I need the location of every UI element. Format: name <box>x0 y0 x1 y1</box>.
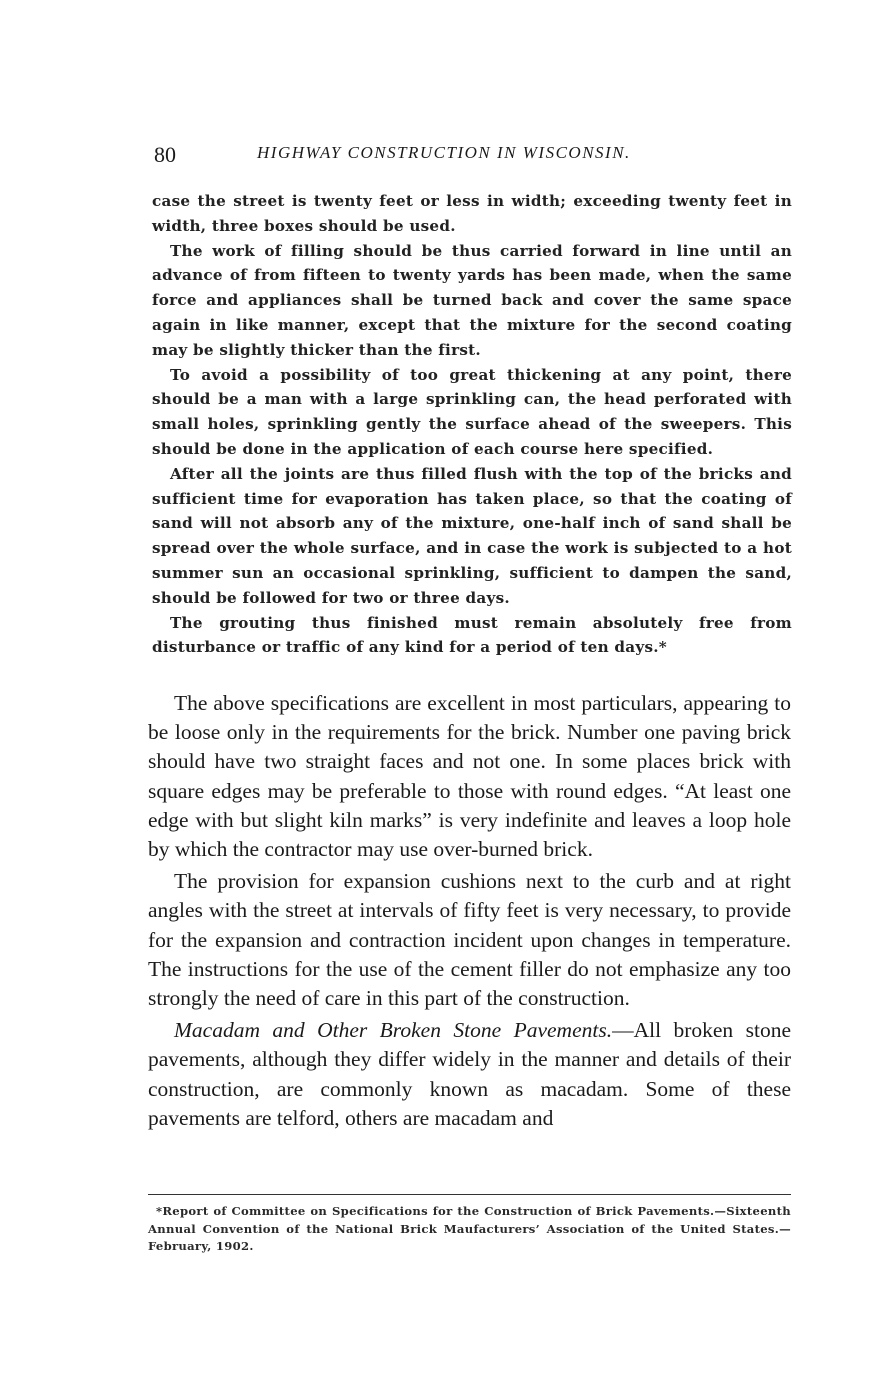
running-title: HIGHWAY CONSTRUCTION IN WISCONSIN. <box>257 143 631 162</box>
main-text <box>148 689 791 1133</box>
quoted-paragraph: The grouting thus finished must remain absolutely free from disturbance or traffic of any kind for a period of ten days.* <box>152 613 792 657</box>
quoted-paragraph: To avoid a possibility of too great thickening at any point, there should be a man with a large sprinkling can, the head perforated with small holes, sprinkling gently the surface ahead of the sweepers. This should be done in the application of each course here specified. <box>152 365 792 458</box>
footnote-text: *Report of Committee on Specifications for the Construction of Brick Pavements.—Sixteenth Annual Convention of the National Brick Maufacturers’ Association of the United States.—February, 1902. <box>148 1204 791 1253</box>
section-heading: Macadam and Other Broken Stone Pavements. <box>174 1018 613 1043</box>
page-number: 80 <box>154 142 176 167</box>
quoted-paragraph: case the street is twenty feet or less in width; exceeding twenty feet in width, three boxes should be used. <box>152 192 792 235</box>
quoted-paragraph: After all the joints are thus filled flush with the top of the bricks and sufficient time for evaporation has taken place, so that the coating of sand will not absorb any of the mixture, one-half inch of sand shall be spread over the whole surface, and in case the work is subjected to a hot summer sun an occasional sprinkling, sufficient to dampen the sand, should be followed for two or three days. <box>152 464 792 607</box>
quoted-specification <box>152 189 792 660</box>
footnote <box>148 1203 791 1256</box>
body-paragraph: The above specifications are excellent in most particulars, appearing to be loose only in the requirements for the brick. Number one paving brick should have two straight faces and not one. In some places brick with square edges may be preferable to those with round edges. “At least one edge with but slight kiln marks” is very indefinite and leaves a loop hole by which the contractor may use over-burned brick. <box>148 691 791 862</box>
footnote-divider <box>148 1194 791 1195</box>
quoted-paragraph: The work of filling should be thus carried forward in line until an advance of from fifteen to twenty yards has been made, when the same force and appliances shall be turned back and cover the same space again in like manner, except that the mixture for the second coating may be slightly thicker than the first. <box>152 241 792 359</box>
body-paragraph <box>148 1016 791 1133</box>
body-paragraph: The provision for expansion cushions next to the curb and at right angles with the street at intervals of fifty feet is very necessary, to provide for the expansion and contraction incident upon changes in temperature. The instructions for the use of the cement filler do not emphasize any too strongly the need of care in this part of the construction. <box>148 869 791 1011</box>
section-text: —All broken stone pavements, although they differ widely in the manner and details of their construction, are commonly known as macadam. Some of these pavements are telford, others are macadam and <box>148 1018 791 1130</box>
running-head <box>152 140 792 170</box>
